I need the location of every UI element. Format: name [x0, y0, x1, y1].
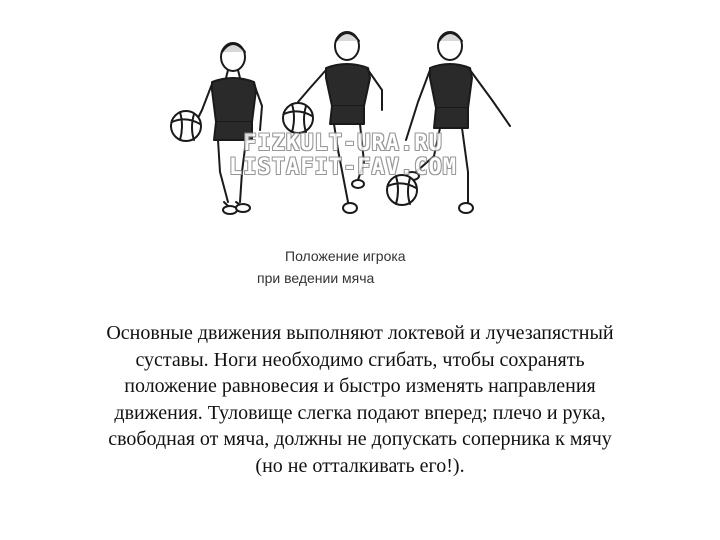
watermark-line-1: FIZKULT-URA.RU — [243, 131, 443, 156]
ball-2 — [283, 103, 313, 133]
body-line-1: Основные движения выполняют локтевой и лучезапястный — [106, 322, 614, 344]
body-line-5: свободная от мяча, должны не допускать соперника к мячу — [108, 428, 612, 450]
player-3 — [405, 32, 510, 213]
watermark-line-2: LISTAFIT-FAV.COM — [229, 155, 457, 180]
caption-line-2: при ведении мяча — [257, 270, 375, 286]
body-line-4: движения. Туловище слегка подают вперед; плечо и рука, — [114, 401, 606, 424]
body-line-6: (но не отталкивать его!). — [255, 454, 465, 477]
caption-line-1: Положение игрока — [285, 248, 406, 264]
watermark — [158, 132, 528, 180]
body-line-2: суставы. Ноги необходимо сгибать, чтобы сохранять — [135, 348, 585, 371]
dribbling-players-illustration — [150, 22, 540, 232]
body-line-3: положение равновесия и быстро изменять направления — [124, 375, 596, 397]
figure-caption — [255, 245, 485, 289]
player-1 — [194, 43, 262, 214]
body-paragraph — [40, 320, 680, 479]
